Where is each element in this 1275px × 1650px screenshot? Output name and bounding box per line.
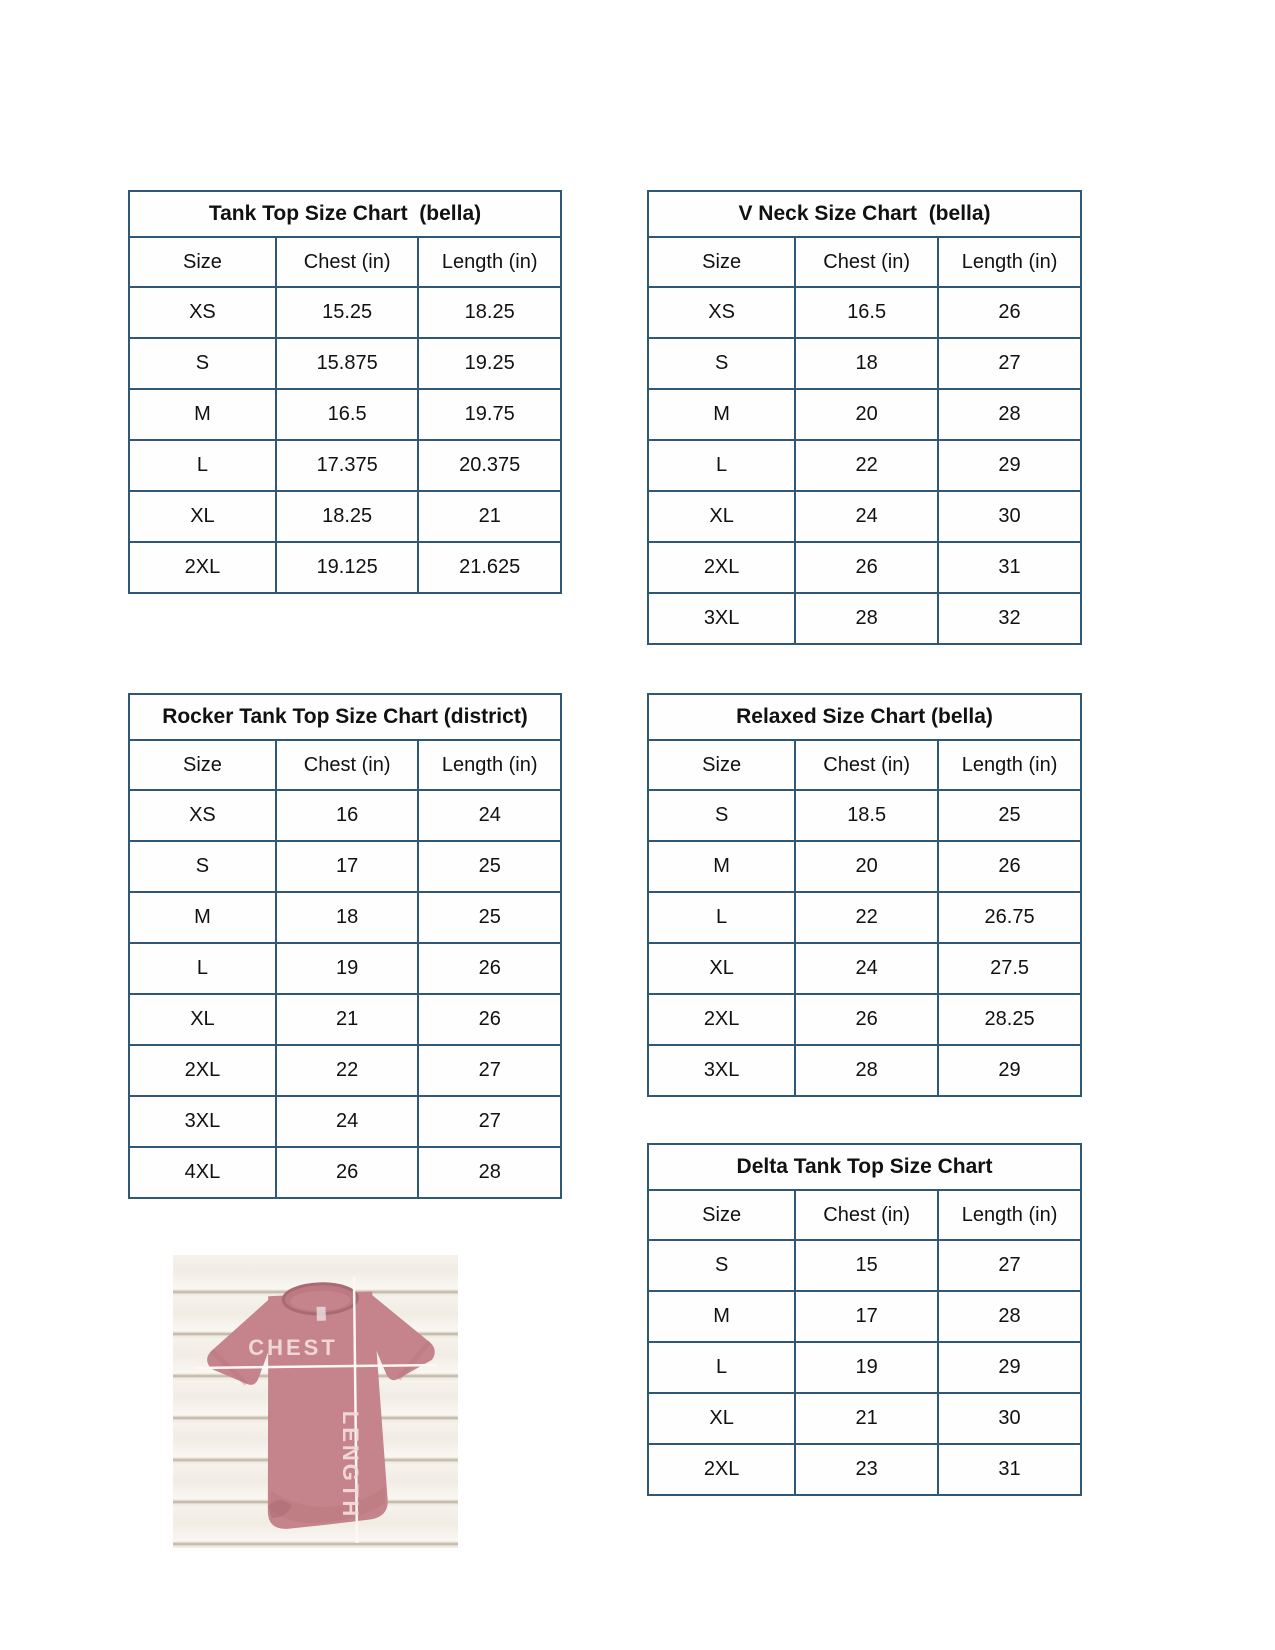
size-cell: 4XL bbox=[129, 1147, 276, 1198]
column-header-chest: Chest (in) bbox=[795, 1190, 938, 1240]
length-cell: 30 bbox=[938, 491, 1081, 542]
length-cell: 27 bbox=[418, 1096, 561, 1147]
size-cell: L bbox=[129, 440, 276, 491]
size-cell: 3XL bbox=[129, 1096, 276, 1147]
column-header-length: Length (in) bbox=[938, 1190, 1081, 1240]
length-cell: 32 bbox=[938, 593, 1081, 644]
size-cell: S bbox=[648, 338, 795, 389]
column-header-size: Size bbox=[129, 740, 276, 790]
chest-cell: 26 bbox=[795, 542, 938, 593]
length-cell: 26 bbox=[938, 841, 1081, 892]
chest-cell: 28 bbox=[795, 593, 938, 644]
length-cell: 21 bbox=[418, 491, 561, 542]
chest-cell: 15.875 bbox=[276, 338, 419, 389]
size-cell: M bbox=[129, 892, 276, 943]
table-row bbox=[648, 892, 1081, 943]
table-row bbox=[129, 994, 561, 1045]
table-row bbox=[129, 338, 561, 389]
table-row bbox=[129, 943, 561, 994]
table-row bbox=[129, 287, 561, 338]
table-title-v-neck: V Neck Size Chart (bella) bbox=[648, 191, 1081, 237]
chest-cell: 19 bbox=[276, 943, 419, 994]
chest-cell: 16.5 bbox=[276, 389, 419, 440]
chest-cell: 22 bbox=[795, 440, 938, 491]
size-cell: 2XL bbox=[648, 542, 795, 593]
v-neck-size-table bbox=[647, 190, 1082, 645]
delta-tank-size-table bbox=[647, 1143, 1082, 1496]
size-cell: L bbox=[129, 943, 276, 994]
table-row bbox=[129, 841, 561, 892]
length-cell: 21.625 bbox=[418, 542, 561, 593]
chest-cell: 21 bbox=[276, 994, 419, 1045]
table-row bbox=[648, 1444, 1081, 1495]
table-row bbox=[648, 389, 1081, 440]
size-cell: M bbox=[648, 389, 795, 440]
size-cell: XS bbox=[129, 790, 276, 841]
column-header-length: Length (in) bbox=[418, 740, 561, 790]
column-header-chest: Chest (in) bbox=[795, 237, 938, 287]
table-row bbox=[129, 790, 561, 841]
chest-cell: 19.125 bbox=[276, 542, 419, 593]
chest-cell: 24 bbox=[276, 1096, 419, 1147]
column-header-size: Size bbox=[648, 740, 795, 790]
tshirt-graphic bbox=[173, 1255, 458, 1548]
column-header-chest: Chest (in) bbox=[276, 740, 419, 790]
column-header-size: Size bbox=[129, 237, 276, 287]
table-row bbox=[129, 542, 561, 593]
size-cell: 2XL bbox=[129, 1045, 276, 1096]
column-header-length: Length (in) bbox=[938, 740, 1081, 790]
table-row bbox=[648, 1291, 1081, 1342]
length-cell: 31 bbox=[938, 1444, 1081, 1495]
size-cell: XL bbox=[648, 491, 795, 542]
chest-cell: 21 bbox=[795, 1393, 938, 1444]
column-header-size: Size bbox=[648, 1190, 795, 1240]
chest-measure-label: CHEST bbox=[248, 1335, 338, 1360]
length-cell: 28.25 bbox=[938, 994, 1081, 1045]
length-measure-label: LENGTH bbox=[338, 1410, 363, 1520]
size-cell: 2XL bbox=[648, 1444, 795, 1495]
table-title-delta-tank: Delta Tank Top Size Chart bbox=[648, 1144, 1081, 1190]
table-row bbox=[648, 491, 1081, 542]
length-cell: 19.25 bbox=[418, 338, 561, 389]
length-cell: 27 bbox=[938, 1240, 1081, 1291]
table-row bbox=[648, 790, 1081, 841]
size-cell: L bbox=[648, 440, 795, 491]
length-cell: 28 bbox=[938, 389, 1081, 440]
table-row bbox=[648, 287, 1081, 338]
chest-cell: 23 bbox=[795, 1444, 938, 1495]
table-row bbox=[129, 389, 561, 440]
size-cell: 3XL bbox=[648, 1045, 795, 1096]
table-title-tank-top: Tank Top Size Chart (bella) bbox=[129, 191, 561, 237]
chest-cell: 28 bbox=[795, 1045, 938, 1096]
chest-cell: 15 bbox=[795, 1240, 938, 1291]
length-cell: 26 bbox=[418, 943, 561, 994]
size-cell: S bbox=[648, 1240, 795, 1291]
chest-cell: 17.375 bbox=[276, 440, 419, 491]
chest-cell: 18.25 bbox=[276, 491, 419, 542]
chest-cell: 24 bbox=[795, 491, 938, 542]
table-row bbox=[129, 892, 561, 943]
length-cell: 25 bbox=[418, 841, 561, 892]
table-row bbox=[648, 994, 1081, 1045]
chest-cell: 24 bbox=[795, 943, 938, 994]
chest-cell: 18 bbox=[795, 338, 938, 389]
length-cell: 29 bbox=[938, 1342, 1081, 1393]
relaxed-size-table bbox=[647, 693, 1082, 1097]
length-cell: 29 bbox=[938, 1045, 1081, 1096]
table-row bbox=[129, 1147, 561, 1198]
table-row bbox=[648, 943, 1081, 994]
size-cell: 2XL bbox=[129, 542, 276, 593]
table-title-relaxed: Relaxed Size Chart (bella) bbox=[648, 694, 1081, 740]
size-cell: L bbox=[648, 892, 795, 943]
length-cell: 26 bbox=[938, 287, 1081, 338]
length-cell: 31 bbox=[938, 542, 1081, 593]
size-cell: M bbox=[648, 841, 795, 892]
size-cell: XS bbox=[129, 287, 276, 338]
column-header-chest: Chest (in) bbox=[276, 237, 419, 287]
size-cell: M bbox=[129, 389, 276, 440]
length-cell: 30 bbox=[938, 1393, 1081, 1444]
chest-cell: 18.5 bbox=[795, 790, 938, 841]
table-row bbox=[129, 491, 561, 542]
table-title-rocker-tank: Rocker Tank Top Size Chart (district) bbox=[129, 694, 561, 740]
table-row bbox=[648, 542, 1081, 593]
chest-cell: 26 bbox=[795, 994, 938, 1045]
column-header-length: Length (in) bbox=[938, 237, 1081, 287]
table-row bbox=[648, 1342, 1081, 1393]
length-cell: 25 bbox=[938, 790, 1081, 841]
table-row bbox=[648, 1393, 1081, 1444]
size-cell: XS bbox=[648, 287, 795, 338]
chest-cell: 22 bbox=[276, 1045, 419, 1096]
column-header-chest: Chest (in) bbox=[795, 740, 938, 790]
shirt-measurement-photo bbox=[173, 1255, 458, 1548]
rocker-tank-size-table bbox=[128, 693, 562, 1199]
length-cell: 27 bbox=[938, 338, 1081, 389]
chest-cell: 16 bbox=[276, 790, 419, 841]
size-cell: XL bbox=[129, 491, 276, 542]
chest-cell: 20 bbox=[795, 389, 938, 440]
chest-cell: 18 bbox=[276, 892, 419, 943]
size-cell: S bbox=[648, 790, 795, 841]
size-cell: M bbox=[648, 1291, 795, 1342]
length-cell: 28 bbox=[938, 1291, 1081, 1342]
chest-cell: 16.5 bbox=[795, 287, 938, 338]
table-row bbox=[648, 841, 1081, 892]
chest-cell: 20 bbox=[795, 841, 938, 892]
length-cell: 18.25 bbox=[418, 287, 561, 338]
length-cell: 25 bbox=[418, 892, 561, 943]
size-cell: 2XL bbox=[648, 994, 795, 1045]
table-row bbox=[129, 1045, 561, 1096]
size-cell: S bbox=[129, 338, 276, 389]
table-row bbox=[648, 1240, 1081, 1291]
size-cell: 3XL bbox=[648, 593, 795, 644]
chest-cell: 22 bbox=[795, 892, 938, 943]
column-header-size: Size bbox=[648, 237, 795, 287]
table-row bbox=[129, 1096, 561, 1147]
chest-cell: 17 bbox=[276, 841, 419, 892]
size-cell: L bbox=[648, 1342, 795, 1393]
length-cell: 28 bbox=[418, 1147, 561, 1198]
size-cell: XL bbox=[648, 943, 795, 994]
size-cell: XL bbox=[129, 994, 276, 1045]
chest-cell: 26 bbox=[276, 1147, 419, 1198]
chest-cell: 15.25 bbox=[276, 287, 419, 338]
length-cell: 24 bbox=[418, 790, 561, 841]
length-cell: 26 bbox=[418, 994, 561, 1045]
size-cell: XL bbox=[648, 1393, 795, 1444]
chest-cell: 19 bbox=[795, 1342, 938, 1393]
table-row bbox=[648, 338, 1081, 389]
length-cell: 27.5 bbox=[938, 943, 1081, 994]
column-header-length: Length (in) bbox=[418, 237, 561, 287]
chest-cell: 17 bbox=[795, 1291, 938, 1342]
length-cell: 20.375 bbox=[418, 440, 561, 491]
length-cell: 26.75 bbox=[938, 892, 1081, 943]
length-cell: 27 bbox=[418, 1045, 561, 1096]
length-cell: 19.75 bbox=[418, 389, 561, 440]
tank-top-size-table bbox=[128, 190, 562, 594]
table-row bbox=[129, 440, 561, 491]
table-row bbox=[648, 1045, 1081, 1096]
size-cell: S bbox=[129, 841, 276, 892]
table-row bbox=[648, 440, 1081, 491]
table-row bbox=[648, 593, 1081, 644]
length-cell: 29 bbox=[938, 440, 1081, 491]
